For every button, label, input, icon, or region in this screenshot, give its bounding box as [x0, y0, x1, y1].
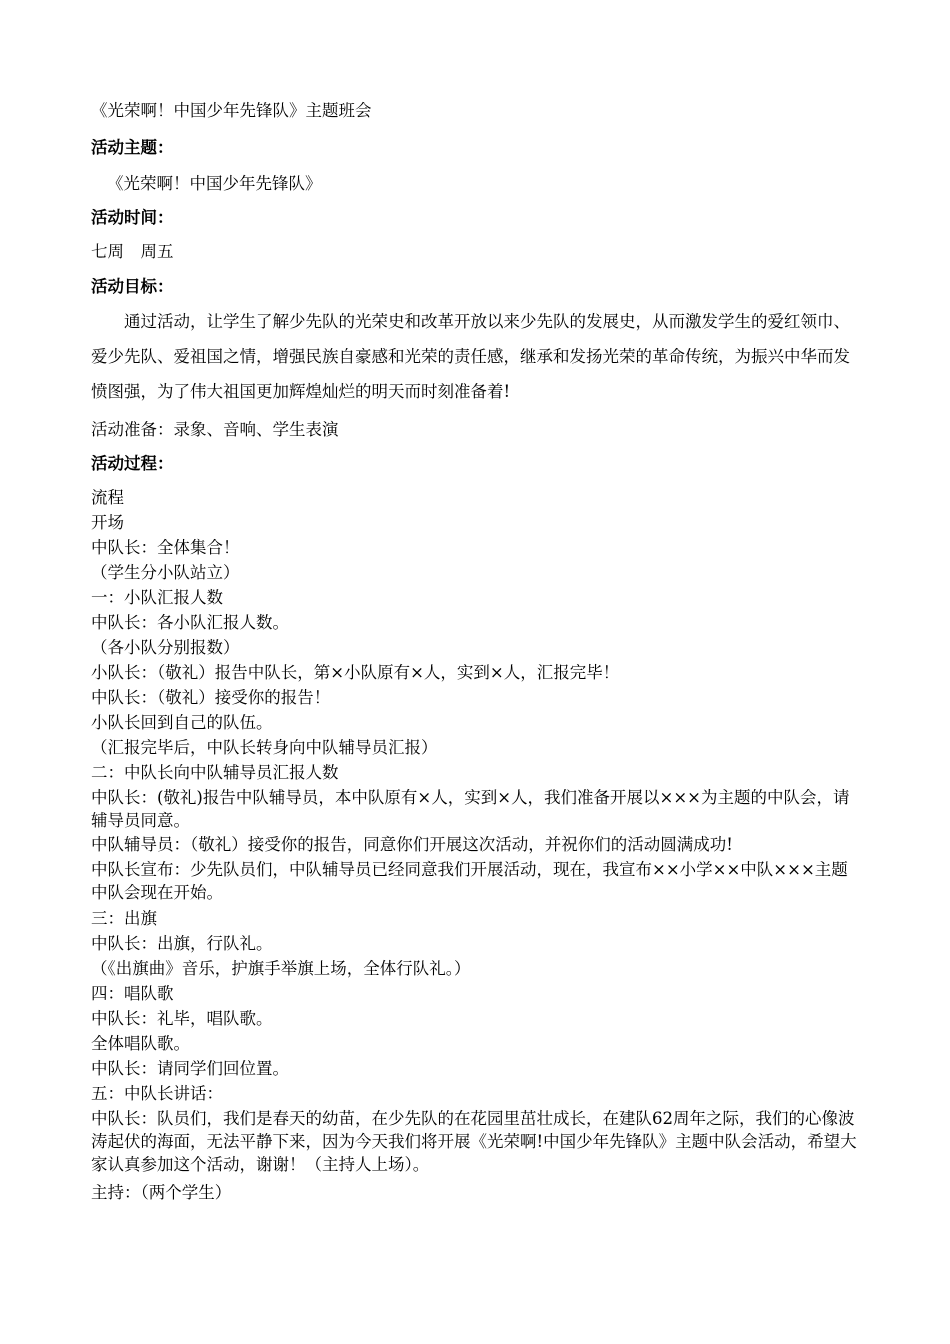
body-line: 中队长：出旗，行队礼。: [91, 934, 273, 953]
body-line: 中队辅导员：（敬礼）接受你的报告，同意你们开展这次活动，并祝你们的活动圆满成功!: [91, 835, 733, 854]
theme-heading: 活动主题：: [91, 138, 174, 157]
body-line: （各小队分别报数）: [91, 638, 240, 657]
body-line: 小队长回到自己的队伍。: [91, 713, 273, 732]
time-heading: 活动时间：: [91, 208, 174, 227]
prep-text: 活动准备：录象、音响、学生表演: [91, 420, 339, 439]
body-line: 中队长：全体集合！: [91, 538, 240, 557]
body-line: 五：中队长讲话：: [91, 1084, 223, 1103]
body-line: 中队长宣布：少先队员们，中队辅导员已经同意我们开展活动，现在，我宣布××小学××中队×××主题中队会现在开始。: [91, 860, 848, 902]
body-line: 四：唱队歌: [91, 984, 174, 1003]
body-line: 中队长：请同学们回位置。: [91, 1059, 289, 1078]
body-line: 三：出旗: [91, 909, 157, 928]
body-line: （汇报完毕后，中队长转身向中队辅导员汇报）: [91, 738, 438, 757]
body-line: 中队长：（敬礼）接受你的报告！: [91, 688, 331, 707]
body-line: 主持：（两个学生）: [91, 1183, 232, 1202]
goal-paragraph: 通过活动，让学生了解少先队的光荣史和改革开放以来少先队的发展史，从而激发学生的爱红领巾、爱少先队、爱祖国之情，增强民族自豪感和光荣的责任感，继承和发扬光荣的革命传统，为振兴中华而发愤图强，为了伟大祖国更加辉煌灿烂的明天而时刻准备着!: [91, 312, 850, 401]
body-line: 一：小队汇报人数: [91, 588, 223, 607]
body-line: 开场: [91, 513, 124, 532]
goal-heading: 活动目标：: [91, 277, 174, 296]
theme-text: 《光荣啊！中国少年先锋队》: [107, 174, 322, 193]
body-line: （《出旗曲》音乐，护旗手举旗上场，全体行队礼。）: [91, 959, 471, 978]
process-heading: 活动过程：: [91, 454, 174, 473]
body-line: 流程: [91, 488, 124, 507]
body-line: 中队长：各小队汇报人数。: [91, 613, 289, 632]
body-line: 中队长：(敬礼)报告中队辅导员，本中队原有×人，实到×人，我们准备开展以×××为主题的中队会，请辅导员同意。: [91, 788, 850, 830]
document-title: 《光荣啊！中国少年先锋队》主题班会: [91, 101, 372, 120]
body-line: 全体唱队歌。: [91, 1034, 190, 1053]
time-text: 七周 周五: [91, 242, 174, 261]
body-line: （学生分小队站立）: [91, 563, 240, 582]
body-line: 中队长：礼毕，唱队歌。: [91, 1009, 273, 1028]
body-line: 中队长：队员们，我们是春天的幼苗，在少先队的在花园里茁壮成长，在建队62周年之际，我们的心像波涛起伏的海面，无法平静下来，因为今天我们将开展《光荣啊!中国少年先锋队》主题中队会活动，希望大家认真参加这个活动，谢谢！（主持人上场）。: [91, 1109, 857, 1174]
body-line: 二：中队长向中队辅导员汇报人数: [91, 763, 339, 782]
body-line: 小队长：（敬礼）报告中队长，第×小队原有×人，实到×人，汇报完毕！: [91, 663, 620, 682]
